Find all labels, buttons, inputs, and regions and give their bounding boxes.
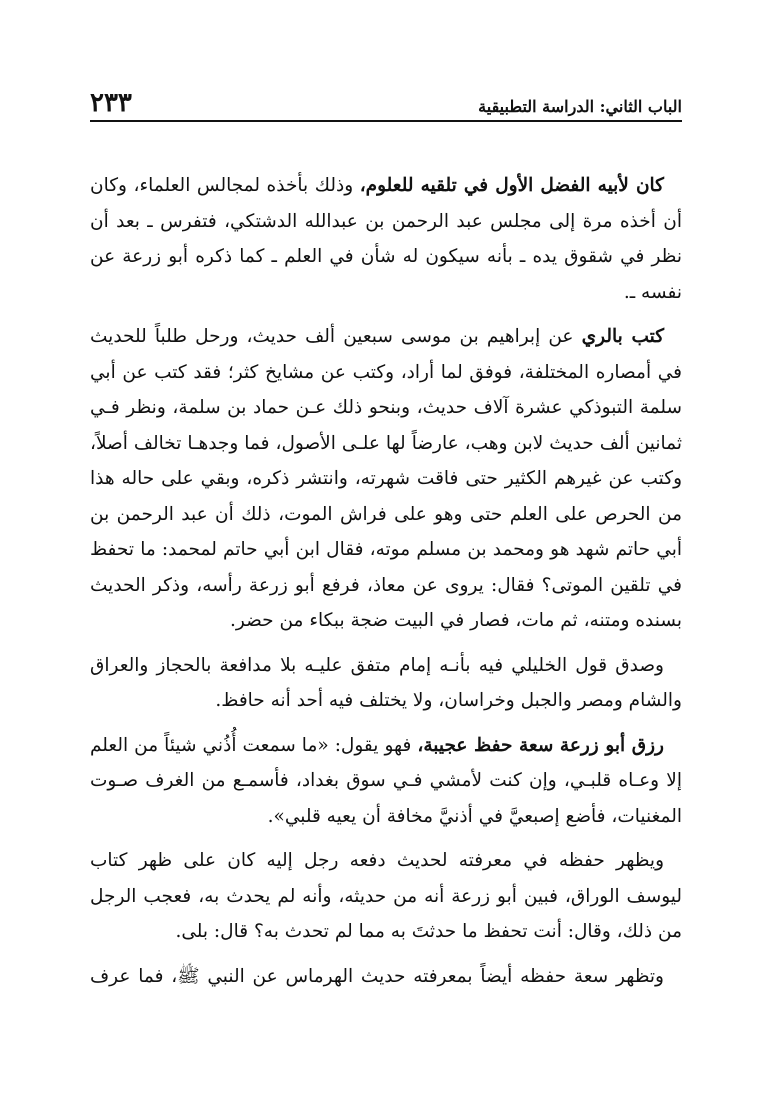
paragraph-lead: رزق أبو زرعة سعة حفظ عجيبة، xyxy=(417,734,664,756)
page-header xyxy=(90,86,682,122)
paragraph xyxy=(90,843,682,950)
running-title: الباب الثاني: الدراسة التطبيقية xyxy=(478,97,682,116)
paragraph-lead: كتب بالري xyxy=(581,326,664,347)
paragraph xyxy=(90,168,682,310)
paragraph-text: وتظهر سعة حفظه أيضاً بمعرفته حديث الهرماس عن النبي ﷺ، فما عرف xyxy=(90,965,664,987)
paragraph xyxy=(90,319,682,639)
paragraph-text: وصدق قول الخليلي فيه بأنـه إمام متفق عليـه بلا مدافعة بالحجاز والعراق والشام ومصر والجبل وخراسان، ولا يختلف فيه أحد أنه حافظ. xyxy=(90,654,682,711)
paragraph-text: فهو يقول: «ما سمعت أُذُني شيئاً من العلم إلا وعـاه قلبـي، وإن كنت لأمشي فـي سوق بغداد، فأسمـع من الغرف صـوت المغنيات، فأضع إصبعيَّ في أذنيَّ مخافة أن يعيه قلبي». xyxy=(90,734,682,827)
page-number: ٢٣٣ xyxy=(90,88,132,118)
paragraph xyxy=(90,959,682,995)
paragraph-text: وذلك بأخذه لمجالس العلماء، وكان أن أخذه مرة إلى مجلس عبد الرحمن بن عبدالله الدشتكي، فتفرس ـ بعد أن نظر في شقوق يده ـ بأنه سيكون له شأن في العلم ـ كما ذكره أبو زرعة عن نفسه ـ. xyxy=(90,175,682,303)
paragraph-text: ويظهر حفظه في معرفته لحديث دفعه رجل إليه كان على ظهر كتاب ليوسف الوراق، فبين أبو زرعة أنه من حديثه، وأنه لم يحدث به، فعجب الرجل من ذلك، وقال: أنت تحفظ ما حدثتَ به مما لم تحدث به؟ قال: بلى. xyxy=(90,850,682,942)
body-text xyxy=(90,168,682,1003)
paragraph xyxy=(90,648,682,719)
paragraph xyxy=(90,728,682,835)
paragraph-lead: كان لأبيه الفضل الأول في تلقيه للعلوم، xyxy=(359,175,664,196)
paragraph-text: عن إبراهيم بن موسى سبعين ألف حديث، ورحل طلباً للحديث في أمصاره المختلفة، فوفق لما أراد، وكتب عن مشايخ كثر؛ فقد كتب عن أبي سلمة التبوذكي عشرة آلاف حديث، وبنحو ذلك عـن حماد بن سلمة، ونظر فـي ثمانين ألف حديث لابن وهب، عارضاً لها علـى الأصول، فما وجدهـا تخالف أصلاً، وكتب عن غيرهم الكثير حتى فاقت شهرته، وانتشر ذكره، وبقي على حاله هذا من الحرص على العلم حتى وهو على فراش الموت، ذلك أن عبد الرحمن بن أبي حاتم شهد هو ومحمد بن مسلم موته، فقال ابن أبي حاتم لمحمد: ما تحفظ في تلقين الموتى؟ فقال: يروى عن معاذ، فرفع أبو زرعة رأسه، وذكر الحديث بسنده ومتنه، ثم مات، فصار في البيت ضجة ببكاء من حضر. xyxy=(90,326,682,631)
